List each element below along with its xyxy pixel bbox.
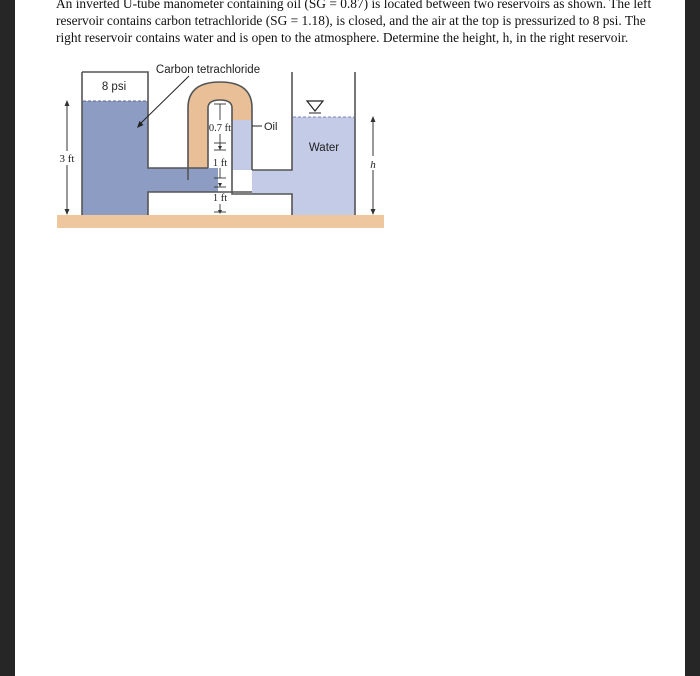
oil-column-label: 0.7 ft <box>208 123 232 134</box>
problem-line-2: reservoir contains carbon tetrachloride (SG = 1.18), is closed, and the air at the top is pressurized to 8 psi. The <box>56 13 646 28</box>
left-height-label: 3 ft <box>59 153 75 165</box>
right-height-label: h <box>370 159 376 171</box>
free-surface-triangle-icon <box>307 101 323 111</box>
water-label: Water <box>308 142 340 154</box>
ground <box>57 215 384 228</box>
problem-line-3: right reservoir contains water and is open to the atmosphere. Determine the height, h, in the right reservoir. <box>56 30 629 45</box>
left-fluid-label: Carbon tetrachloride <box>155 64 261 76</box>
problem-line-1: An inverted U-tube manometer containing oil (SG = 0.87) is located between two reservoirs as shown. The left <box>56 0 652 11</box>
pressure-label: 8 psi <box>101 81 127 93</box>
oil-label: Oil <box>264 121 278 133</box>
mid-height-label-1: 1 ft <box>212 158 228 169</box>
mid-height-label-2: 1 ft <box>212 193 228 204</box>
